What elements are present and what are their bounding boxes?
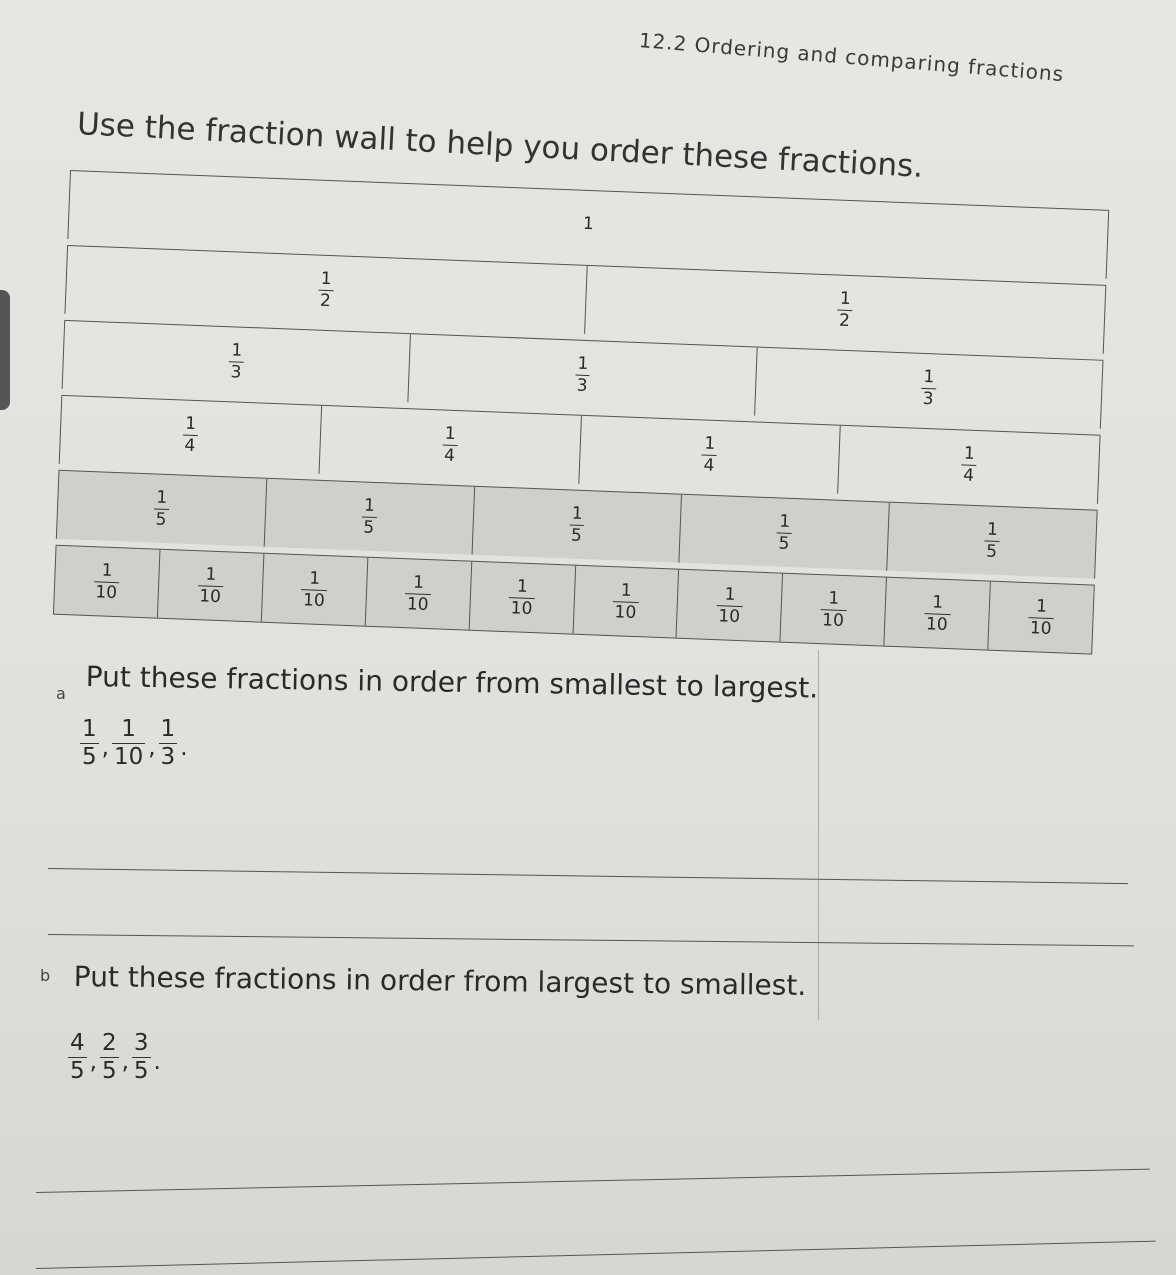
question-b-fraction <box>132 1032 151 1083</box>
numerator: 1 <box>931 591 944 613</box>
numerator: 1 <box>412 571 425 593</box>
numerator: 1 <box>571 503 583 524</box>
question-b-letter: b <box>40 966 51 985</box>
denominator: 3 <box>574 374 590 395</box>
question-a-letter: a <box>56 684 66 703</box>
wall-fraction-label <box>405 571 432 615</box>
question-a-fraction <box>112 718 145 769</box>
wall-fraction-label <box>820 587 847 631</box>
denominator: 10 <box>93 581 119 602</box>
wall-fraction-label <box>716 583 743 627</box>
denominator: 5 <box>984 540 1000 561</box>
section-heading: 12.2 Ordering and comparing fractions <box>638 28 1066 87</box>
numerator: 3 <box>133 1030 149 1056</box>
wall-cell-tenths <box>573 566 679 638</box>
denominator: 2 <box>318 289 334 310</box>
wall-cell-tenths <box>781 574 887 646</box>
wall-fraction-label <box>1028 595 1055 639</box>
numerator: 1 <box>516 575 529 597</box>
wall-fraction-label <box>612 579 639 623</box>
wall-fraction-label <box>301 567 328 611</box>
wall-cell-tenths <box>469 562 575 634</box>
denominator: 4 <box>182 434 198 455</box>
numerator: 1 <box>320 268 333 289</box>
numerator: 1 <box>839 288 852 309</box>
denominator: 5 <box>70 1058 85 1084</box>
numerator: 1 <box>160 716 176 742</box>
denominator: 10 <box>508 597 534 618</box>
numerator: 1 <box>121 716 136 742</box>
question-a-separator: , <box>101 735 109 761</box>
wall-fraction-label <box>442 425 458 465</box>
denominator: 10 <box>612 601 638 622</box>
denominator: 5 <box>153 508 169 529</box>
numerator: 1 <box>704 433 716 454</box>
question-b-text: Put these fractions in order from largest to smallest. <box>73 960 807 1002</box>
denominator: 5 <box>569 524 585 545</box>
wall-fraction-label <box>984 518 1000 562</box>
wall-fraction-label <box>961 445 977 485</box>
denominator: 5 <box>776 532 792 553</box>
question-a-separator: , <box>148 735 156 761</box>
numerator: 1 <box>963 443 976 464</box>
wall-cell-thirds <box>755 348 1104 429</box>
question-a-fractions <box>80 718 191 769</box>
denominator: 10 <box>716 605 742 626</box>
denominator: 10 <box>113 744 144 770</box>
denominator: 5 <box>82 744 97 770</box>
answer-line-a1[interactable] <box>48 868 1128 884</box>
wall-fraction-label <box>197 566 224 606</box>
numerator: 1 <box>923 366 935 387</box>
denominator: 10 <box>301 589 327 610</box>
wall-fraction-label <box>318 270 334 310</box>
denominator: 4 <box>442 444 458 465</box>
wall-cell-fifths <box>264 479 474 555</box>
instruction-text: Use the fraction wall to help you order these fractions. <box>76 106 924 185</box>
numerator: 1 <box>582 213 595 234</box>
numerator: 1 <box>1035 595 1048 617</box>
numerator: 1 <box>184 413 197 434</box>
wall-cell-quarters <box>319 406 581 484</box>
wall-fraction-label <box>580 215 596 235</box>
numerator: 2 <box>101 1030 117 1056</box>
binder-edge <box>0 290 10 410</box>
denominator: 10 <box>924 613 950 634</box>
question-a-separator: . <box>180 735 188 761</box>
wall-cell-tenths <box>365 558 471 630</box>
wall-cell-tenths <box>262 554 368 626</box>
wall-fraction-label <box>924 591 951 635</box>
wall-cell-fifths <box>680 495 890 571</box>
denominator: 10 <box>1028 617 1054 638</box>
numerator: 1 <box>828 587 840 609</box>
wall-cell-quarters <box>579 416 841 494</box>
question-a-fraction <box>159 718 178 769</box>
numerator: 1 <box>82 716 97 742</box>
numerator: 1 <box>779 510 791 532</box>
denominator: 3 <box>160 744 176 770</box>
question-a-text: Put these fractions in order from smallest to largest. <box>85 660 819 705</box>
wall-cell-halves <box>64 246 587 334</box>
numerator: 4 <box>70 1030 85 1056</box>
wall-cell-quarters <box>838 426 1100 504</box>
wall-cell-thirds <box>62 321 412 402</box>
numerator: 1 <box>986 518 999 540</box>
denominator: 4 <box>961 464 977 485</box>
answer-line-a2[interactable] <box>48 934 1134 946</box>
numerator: 1 <box>308 567 321 589</box>
denominator: 3 <box>228 361 244 382</box>
wall-fraction-label <box>228 339 244 383</box>
numerator: 1 <box>577 353 589 374</box>
wall-cell-quarters <box>59 396 322 474</box>
wall-cell-fifths <box>887 503 1097 579</box>
numerator: 1 <box>205 564 217 585</box>
wall-fraction-label <box>701 435 717 475</box>
wall-cell-fifths <box>472 487 682 563</box>
numerator: 1 <box>101 560 113 581</box>
page-fold-shadow <box>818 650 939 1020</box>
question-b-fractions <box>68 1032 164 1083</box>
wall-cell-tenths <box>158 550 264 622</box>
wall-cell-halves <box>585 266 1107 354</box>
wall-fraction-label <box>153 489 169 529</box>
wall-cell-tenths <box>53 546 160 618</box>
denominator: 5 <box>101 1058 117 1084</box>
question-b-separator: , <box>89 1049 97 1075</box>
denominator: 10 <box>197 585 223 606</box>
wall-cell-thirds <box>409 334 758 415</box>
wall-cell-tenths <box>677 570 783 642</box>
wall-fraction-label <box>776 510 792 554</box>
denominator: 5 <box>361 516 377 537</box>
denominator: 3 <box>920 387 936 408</box>
denominator: 4 <box>701 454 717 475</box>
wall-fraction-label <box>93 562 120 602</box>
wall-fraction-label <box>920 368 936 408</box>
numerator: 1 <box>620 579 633 601</box>
denominator: 10 <box>820 609 846 630</box>
wall-fraction-label <box>837 290 853 330</box>
denominator: 5 <box>133 1058 149 1084</box>
question-a-fraction <box>80 718 99 769</box>
wall-fraction-label <box>182 415 198 455</box>
question-b-fraction <box>68 1032 87 1083</box>
question-b-separator: . <box>153 1049 161 1075</box>
numerator: 1 <box>724 583 736 605</box>
numerator: 1 <box>156 487 168 508</box>
wall-cell-tenths <box>885 578 991 650</box>
answer-line-b2[interactable] <box>36 1241 1156 1269</box>
numerator: 1 <box>231 339 243 361</box>
question-b-separator: , <box>121 1049 129 1075</box>
wall-fraction-label <box>574 355 590 395</box>
denominator: 2 <box>837 309 853 330</box>
wall-fraction-label <box>361 497 377 537</box>
wall-cell-fifths <box>56 471 267 547</box>
numerator: 1 <box>444 423 457 444</box>
wall-fraction-label <box>569 505 585 545</box>
wall-fraction-label <box>508 575 535 619</box>
answer-line-b1[interactable] <box>36 1169 1150 1193</box>
denominator: 10 <box>405 593 431 614</box>
wall-cell-tenths <box>988 582 1094 654</box>
question-b-fraction <box>100 1032 119 1083</box>
fraction-wall <box>52 170 1128 690</box>
numerator: 1 <box>363 495 376 516</box>
